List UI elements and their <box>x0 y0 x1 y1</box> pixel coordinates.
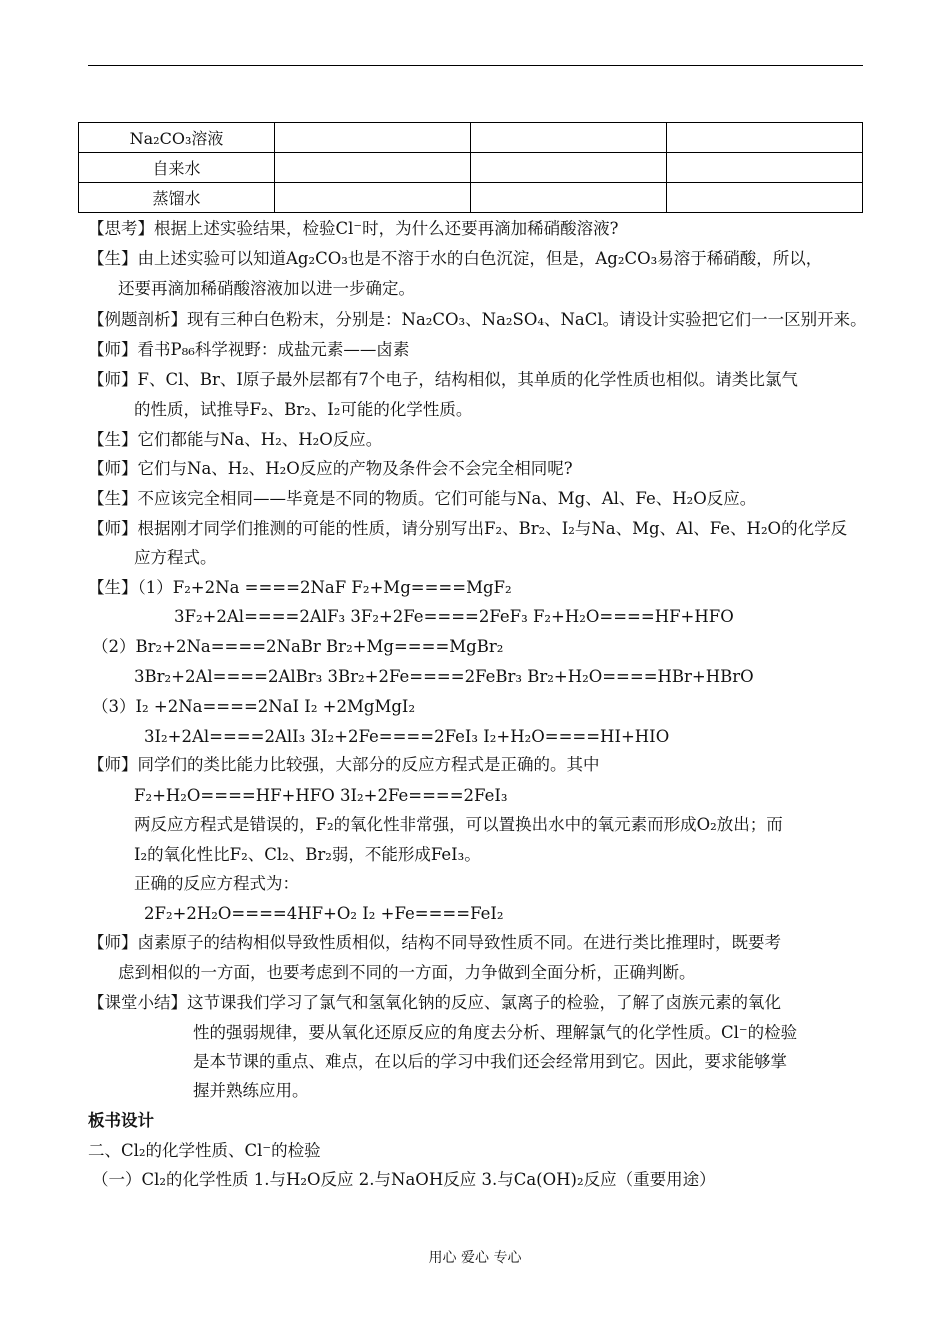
text-line: 性的强弱规律，要从氧化还原反应的角度去分析、理解氯气的化学性质。Cl⁻的检验 <box>193 1023 798 1042</box>
text-line: 【师】根据刚才同学们推测的可能的性质，请分别写出F₂、Br₂、I₂与Na、Mg、Al、Fe、H₂O的化学反 <box>88 519 848 538</box>
text-line: 【师】同学们的类比能力比较强，大部分的反应方程式是正确的。其中 <box>88 755 600 774</box>
text-line: 【师】卤素原子的结构相似导致性质相似，结构不同导致性质不同。在进行类比推理时，既要考 <box>88 933 781 952</box>
text-line: （一）Cl₂的化学性质 1.与H₂O反应 2.与NaOH反应 3.与Ca(OH)₂反应（重要用途） <box>92 1170 716 1189</box>
page-footer: 用心 爱心 专心 <box>428 1250 522 1266</box>
equation-line: 【生】（1）F₂+2Na ====2NaF F₂+Mg====MgF₂ <box>88 578 512 597</box>
table-cell <box>471 153 667 183</box>
row-label: 自来水 <box>79 153 275 183</box>
equation-line: （3）I₂ +2Na====2NaI I₂ +2MgMgI₂ <box>92 697 416 716</box>
text-line: 【师】看书P₈₆科学视野：成盐元素——卤素 <box>88 340 410 359</box>
table-cell <box>275 123 471 153</box>
text-line: 的性质，试推导F₂、Br₂、I₂可能的化学性质。 <box>134 400 473 419</box>
equation-line: F₂+H₂O====HF+HFO 3I₂+2Fe====2FeI₃ <box>134 786 508 805</box>
text-line: 正确的反应方程式为： <box>134 874 299 893</box>
table-cell <box>667 123 863 153</box>
text-line: 应方程式。 <box>134 548 217 567</box>
row-label: Na₂CO₃溶液 <box>79 123 275 153</box>
table-cell <box>667 183 863 213</box>
header-rule <box>88 65 863 66</box>
text-line: 虑到相似的一方面，也要考虑到不同的一方面，力争做到全面分析，正确判断。 <box>118 963 696 982</box>
text-line: 【课堂小结】这节课我们学习了氯气和氢氧化钠的反应、氯离子的检验，了解了卤族元素的氧化 <box>88 993 781 1012</box>
table-row <box>79 123 863 153</box>
results-table <box>78 122 863 213</box>
text-line: 还要再滴加稀硝酸溶液加以进一步确定。 <box>118 279 415 298</box>
table-row <box>79 183 863 213</box>
text-line: 【生】它们都能与Na、H₂、H₂O反应。 <box>88 430 383 449</box>
text-line: 握并熟练应用。 <box>193 1081 309 1100</box>
text-line: 二、Cl₂的化学性质、Cl⁻的检验 <box>88 1141 321 1160</box>
text-line: 是本节课的重点、难点，在以后的学习中我们还会经常用到它。因此，要求能够掌 <box>193 1052 787 1071</box>
section-heading: 板书设计 <box>88 1111 154 1130</box>
table-cell <box>275 183 471 213</box>
table-cell <box>471 123 667 153</box>
text-line: 【生】由上述实验可以知道Ag₂CO₃也是不溶于水的白色沉淀，但是，Ag₂CO₃易溶于稀硝酸，所以， <box>88 249 823 268</box>
row-label: 蒸馏水 <box>79 183 275 213</box>
text-line: 【生】不应该完全相同——毕竟是不同的物质。它们可能与Na、Mg、Al、Fe、H₂O反应。 <box>88 489 757 508</box>
table-cell <box>471 183 667 213</box>
text-line: 【师】它们与Na、H₂、H₂O反应的产物及条件会不会完全相同呢? <box>88 459 573 478</box>
table-cell <box>667 153 863 183</box>
table-cell <box>275 153 471 183</box>
text-line: 两反应方程式是错误的，F₂的氧化性非常强，可以置换出水中的氧元素而形成O₂放出；而 <box>134 815 783 834</box>
table-row <box>79 153 863 183</box>
equation-line: 3Br₂+2Al====2AlBr₃ 3Br₂+2Fe====2FeBr₃ Br₂+H₂O====HBr+HBrO <box>134 667 754 686</box>
text-line: I₂的氧化性比F₂、Cl₂、Br₂弱，不能形成FeI₃。 <box>134 845 481 864</box>
text-line: 【思考】根据上述实验结果，检验Cl⁻时，为什么还要再滴加稀硝酸溶液? <box>88 219 619 238</box>
equation-line: （2）Br₂+2Na====2NaBr Br₂+Mg====MgBr₂ <box>92 637 504 656</box>
equation-line: 3I₂+2Al====2AlI₃ 3I₂+2Fe====2FeI₃ I₂+H₂O====HI+HIO <box>144 727 670 746</box>
equation-line: 3F₂+2Al====2AlF₃ 3F₂+2Fe====2FeF₃ F₂+H₂O====HF+HFO <box>174 607 734 626</box>
equation-line: 2F₂+2H₂O====4HF+O₂ I₂ +Fe====FeI₂ <box>144 904 504 923</box>
text-line: 【例题剖析】现有三种白色粉末，分别是：Na₂CO₃、Na₂SO₄、NaCl。请设计实验把它们一一区别开来。 <box>88 310 867 329</box>
text-line: 【师】F、Cl、Br、I原子最外层都有7个电子，结构相似，其单质的化学性质也相似。请类比氯气 <box>88 370 798 389</box>
